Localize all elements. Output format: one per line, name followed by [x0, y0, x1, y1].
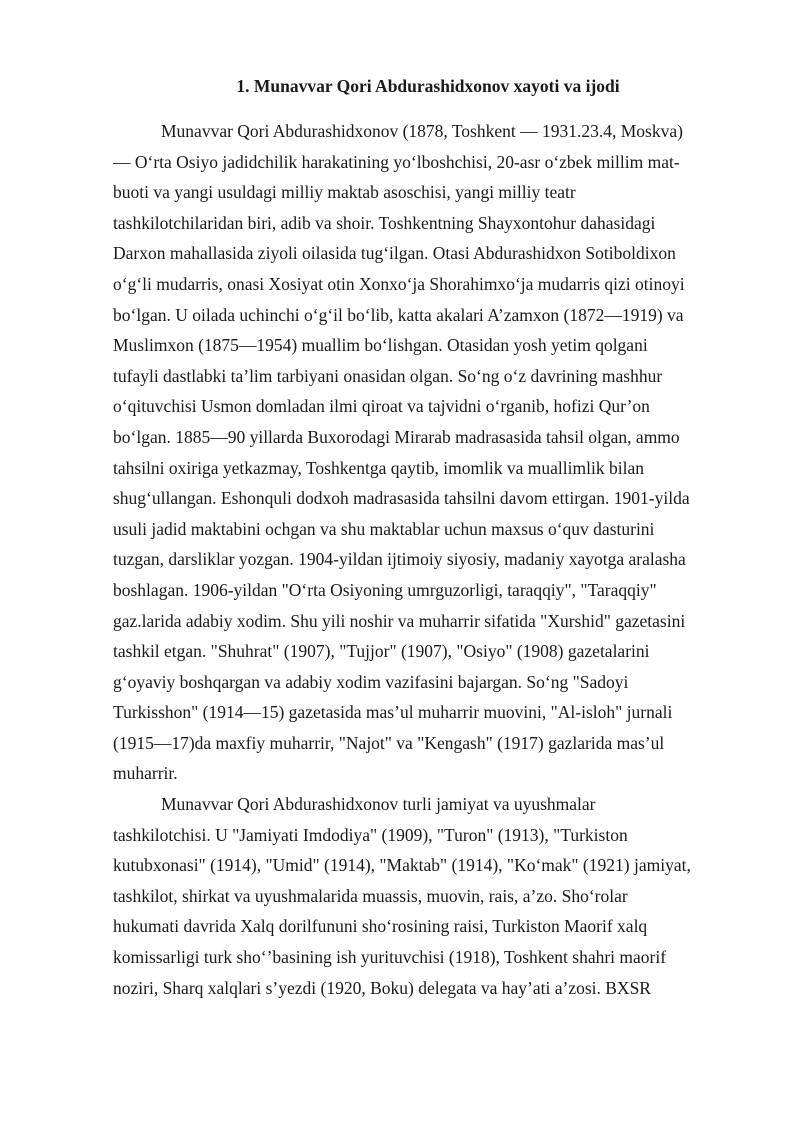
text-line: muharrir. [113, 763, 178, 784]
text-line: — O‘rta Osiyo jadidchilik harakatining yo‘lboshchisi, 20-asr o‘zbek millim mat- [113, 151, 680, 172]
text-line: tashkilotchisi. U "Jamiyati Imdodiya" (1909), "Turon" (1913), "Turkiston [113, 824, 628, 845]
text-line: hukumati davrida Xalq dorilfununi sho‘rosining raisi, Turkiston Maorif xalq [113, 916, 648, 937]
text-line: Munavvar Qori Abdurashidxonov (1878, Toshkent — 1931.23.4, Moskva) [161, 121, 683, 141]
text-line: tashkilot, shirkat va uyushmalarida muassis, muovin, rais, a’zo. Sho‘rolar [113, 885, 628, 906]
text-line: komissarligi turk sho‘’basining ish yurituvchisi (1918), Toshkent shahri maorif [113, 947, 667, 968]
text-line: bo‘lgan. 1885—90 yillarda Buxorodagi Mirarab madrasasida tahsil olgan, ammo [113, 426, 680, 447]
text-line: g‘oyaviy boshqargan va adabiy xodim vazifasini bajargan. So‘ng "Sadoyi [113, 671, 629, 692]
text-line: tufayli dastlabki ta’lim tarbiyani onasidan olgan. So‘ng o‘z davrining mashhur [113, 365, 663, 386]
body-text [113, 116, 733, 1003]
page-title: 1. Munavvar Qori Abdurashidxonov xayoti va ijodi [236, 76, 620, 96]
text-line: o‘qituvchisi Usmon domladan ilmi qiroat va tajvidni o‘rganib, hofizi Qur’on [113, 396, 650, 417]
text-line: kutubxonasi" (1914), "Umid" (1914), "Maktab" (1914), "Ko‘mak" (1921) jamiyat, [113, 855, 691, 876]
text-line: tahsilni oxiriga yetkazmay, Toshkentga qaytib, imomlik va muallimlik bilan [113, 457, 644, 478]
text-line: boshlagan. 1906-yildan "O‘rta Osiyoning umrguzorligi, taraqqiy", "Taraqqiy" [113, 579, 657, 600]
text-line: buoti va yangi usuldagi milliy maktab asoschisi, yangi milliy teatr [113, 182, 576, 203]
text-line: Munavvar Qori Abdurashidxonov turli jamiyat va uyushmalar [161, 794, 596, 815]
text-line: o‘g‘li mudarris, onasi Xosiyat otin Xonxo‘ja Shorahimxo‘ja mudarris qizi otinoyi [113, 273, 685, 294]
text-line: gaz.larida adabiy xodim. Shu yili noshir va muharrir sifatida "Xurshid" gazetasini [113, 610, 686, 631]
text-line: tuzgan, darsliklar yozgan. 1904-yildan ijtimoiy siyosiy, madaniy xayotga aralasha [113, 549, 686, 570]
text-line: shug‘ullangan. Eshonquli dodxoh madrasasida tahsilni davom ettirgan. 1901-yilda [113, 488, 690, 509]
text-line: bo‘lgan. U oilada uchinchi o‘g‘il bo‘lib, katta akalari A’zamxon (1872—1919) va [113, 304, 684, 325]
text-line: noziri, Sharq xalqlari s’yezdi (1920, Boku) delegata va hay’ati a’zosi. BXSR [113, 977, 651, 998]
text-line: tashkil etgan. "Shuhrat" (1907), "Tujjor" (1907), "Osiyo" (1908) gazetalarini [113, 641, 650, 662]
text-line: usuli jadid maktabini ochgan va shu maktablar uchun maxsus o‘quv dasturini [113, 518, 655, 539]
text-line: Darxon mahallasida ziyoli oilasida tug‘ilgan. Otasi Abdurashidxon Sotiboldixon [113, 243, 676, 264]
text-line: Turkisshon" (1914—15) gazetasida mas’ul muharrir muovini, "Al-isloh" jurnali [113, 702, 673, 723]
text-line: tashkilotchilaridan biri, adib va shoir. Toshkentning Shayxontohur dahasidagi [113, 212, 656, 233]
text-line: (1915—17)da maxfiy muharrir, "Najot" va "Kengash" (1917) gazlarida mas’ul [113, 732, 665, 753]
text-line: Muslimxon (1875—1954) muallim bo‘lishgan. Otasidan yosh yetim qolgani [113, 335, 648, 356]
